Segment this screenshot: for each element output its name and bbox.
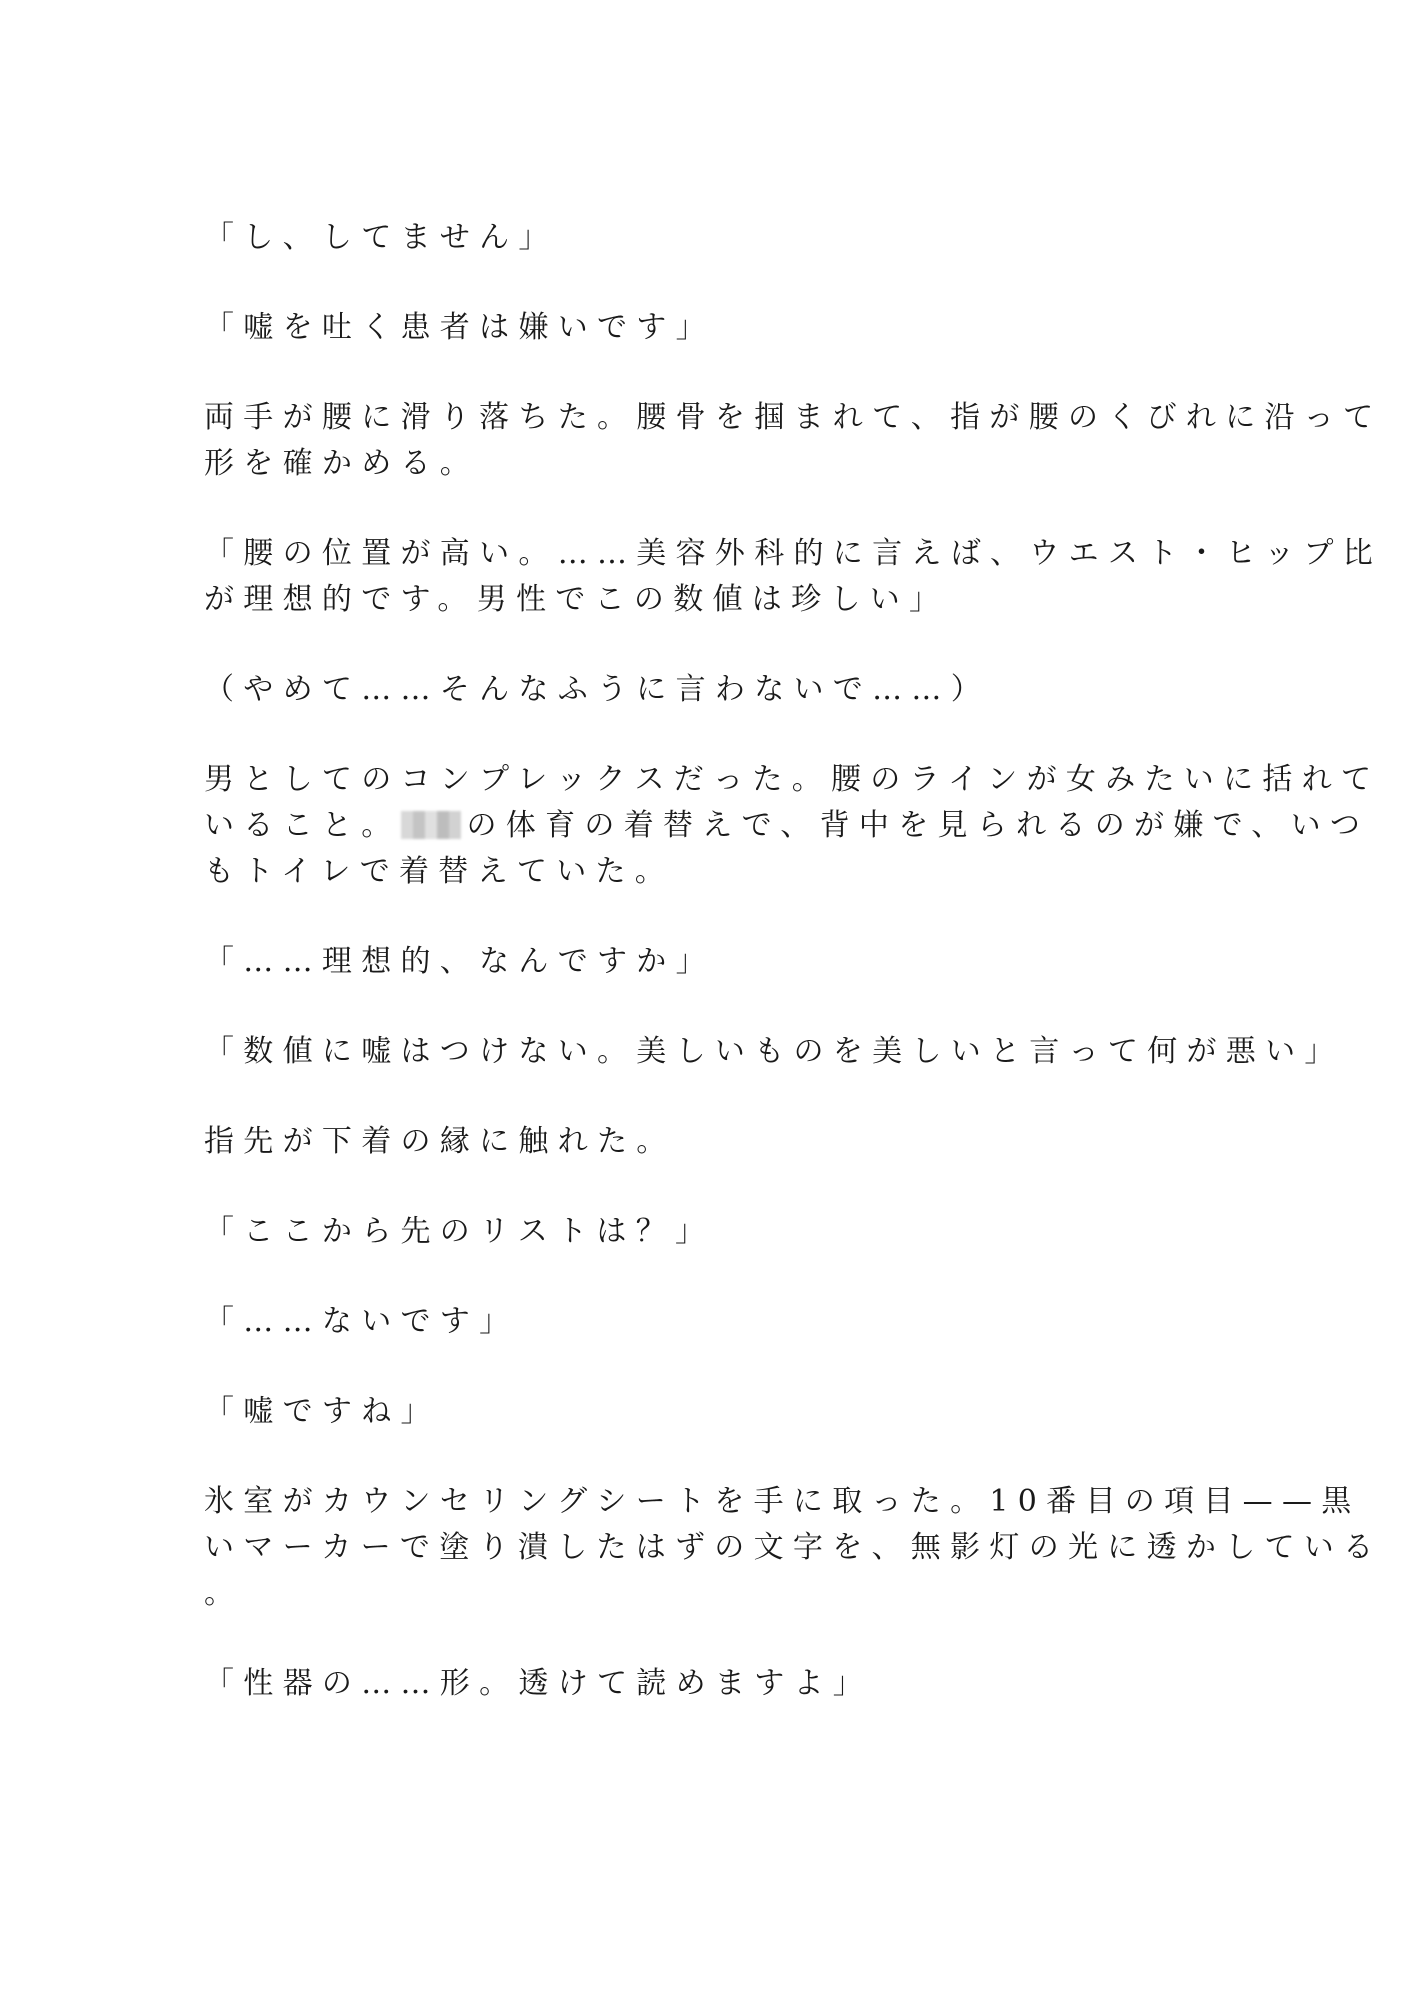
text-line: 「腰の位置が高い。……美容外科的に言えば、ウエスト・ヒップ比 xyxy=(204,536,1383,571)
text-line: 氷室がカウンセリングシートを手に取った。10番目の項目——黒 xyxy=(204,1484,1361,1519)
text-line: 「……ないです」 xyxy=(204,1304,519,1339)
text-line: 。 xyxy=(204,1576,244,1611)
text-fragment: の体育の着替えで、背中を見られるのが嫌で、いつ xyxy=(466,808,1370,843)
text-line: 「……理想的、なんですか」 xyxy=(204,944,715,979)
text-line: 形を確かめる。 xyxy=(204,446,480,481)
text-line: 「ここから先のリストは？」 xyxy=(204,1214,715,1249)
text-line: 指先が下着の縁に触れた。 xyxy=(204,1124,676,1159)
text-line: もトイレで着替えていた。 xyxy=(204,854,675,889)
text-line: 男としてのコンプレックスだった。腰のラインが女みたいに括れて xyxy=(204,762,1381,797)
censored-word-mosaic xyxy=(401,811,461,839)
text-fragment: いること。 xyxy=(204,808,401,843)
text-line: 「し、してません」 xyxy=(204,220,558,255)
text-line: が理想的です。男性でこの数値は珍しい」 xyxy=(204,582,949,617)
text-line: 「性器の……形。透けて読めますよ」 xyxy=(204,1666,873,1701)
text-line: 「嘘ですね」 xyxy=(204,1394,440,1429)
text-line: 「数値に嘘はつけない。美しいものを美しいと言って何が悪い」 xyxy=(204,1034,1344,1069)
text-line: いマーカーで塗り潰したはずの文字を、無影灯の光に透かしている xyxy=(204,1530,1383,1565)
text-line: 「嘘を吐く患者は嫌いです」 xyxy=(204,310,715,345)
text-line: 両手が腰に滑り落ちた。腰骨を掴まれて、指が腰のくびれに沿って xyxy=(204,400,1383,435)
text-line xyxy=(204,806,1369,846)
text-line: （やめて……そんなふうに言わないで……） xyxy=(204,672,990,707)
